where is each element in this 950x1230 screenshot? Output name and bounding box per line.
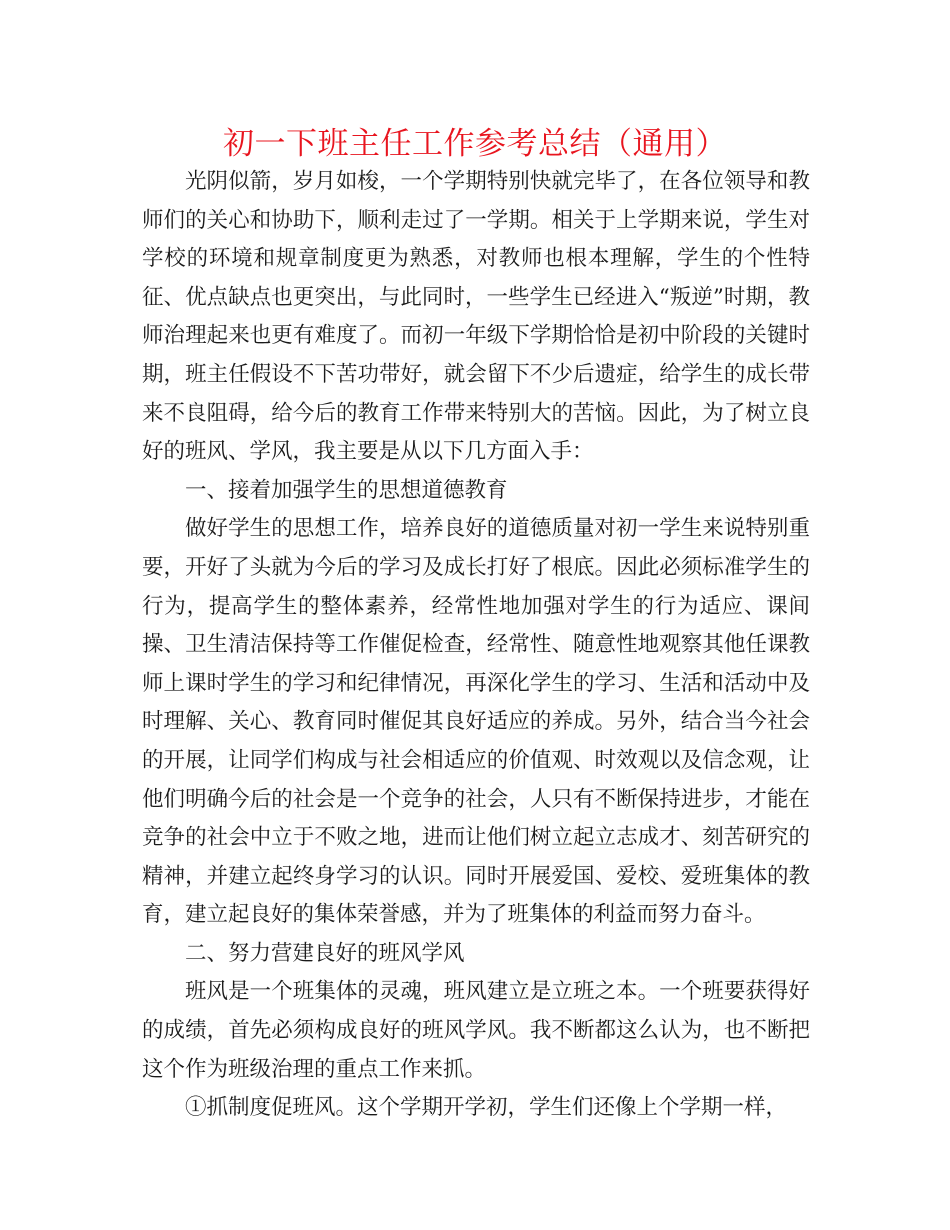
paragraph-moral-education: 做好学生的思想工作，培养良好的道德质量对初一学生来说特别重要，开好了头就为今后的学习及成长打好了根底。因此必须标准学生的行为，提高学生的整体素养，经常性地加强对学生的行为适应、课间操、卫生清洁保持等工作催促检查，经常性、随意性地观察其他任课教师上课时学生的学习和纪律情况，再深化学生的学习、生活和活动中及时理解、关心、教育同时催促其良好适应的养成。另外，结合当今社会的开展，让同学们构成与社会相适应的价值观、时效观以及信念观，让他们明确今后的社会是一个竞争的社会，人只有不断保持进步，才能在竞争的社会中立于不败之地，进而让他们树立起立志成才、刻苦研究的精神，并建立起终身学习的认识。同时开展爱国、爱校、爱班集体的教育，建立起良好的集体荣誉感，并为了班集体的利益而努力奋斗。 (142, 516, 810, 928)
paragraph-rules: ①抓制度促班风。这个学期开学初，学生们还像上个学期一样， (185, 1095, 788, 1121)
section-heading-2: 二、努力营建良好的班风学风 (185, 940, 465, 966)
section-heading-1: 一、接着加强学生的思想道德教育 (185, 477, 508, 503)
paragraph-intro: 光阴似箭，岁月如梭，一个学期特别快就完毕了，在各位领导和教师们的关心和协助下，顺利走过了一学期。相关于上学期来说，学生对学校的环境和规章制度更为熟悉，对教师也根本理解，学生的个性特征、优点缺点也更突出，与此同时，一些学生已经进入“叛逆”时期，教师治理起来也更有难度了。而初一年级下学期恰恰是初中阶段的关键时期，班主任假设不下苦功带好，就会留下不少后遗症，给学生的成长带来不良阻碍，给今后的教育工作带来特别大的苦恼。因此，为了树立良好的班风、学风，我主要是从以下几方面入手： (142, 169, 810, 465)
document-body (142, 163, 810, 1128)
document-title: 初一下班主任工作参考总结（通用） (223, 126, 727, 162)
paragraph-class-style: 班风是一个班集体的灵魂，班风建立是立班之本。一个班要获得好的成绩，首先必须构成良好的班风学风。我不断都这么认为，也不断把这个作为班级治理的重点工作来抓。 (142, 979, 810, 1082)
